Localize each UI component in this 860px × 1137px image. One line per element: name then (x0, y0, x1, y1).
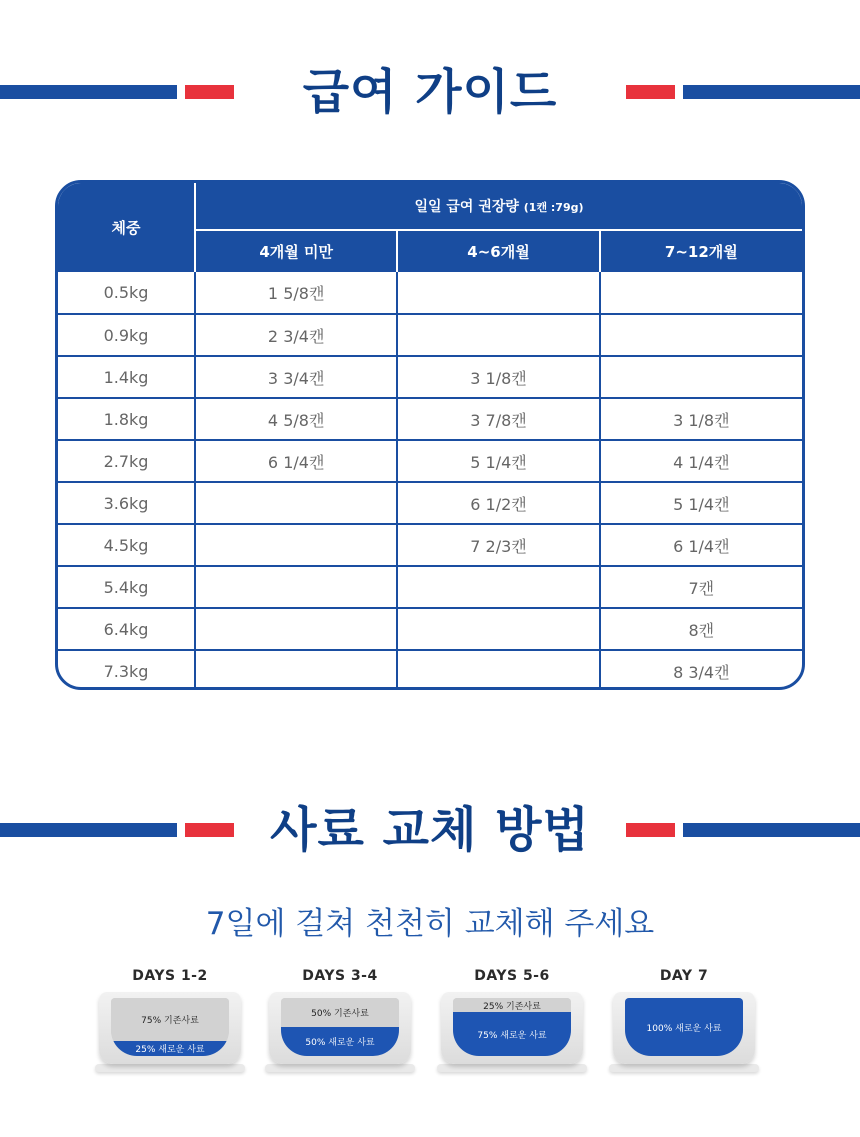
table-row (58, 650, 802, 690)
new-food-portion: 25% 새로운 사료 (111, 1041, 229, 1056)
weight-cell: 6.4kg (58, 608, 195, 650)
amount-cell (397, 650, 599, 690)
bowl-step (604, 966, 764, 1081)
decor-bar-red-right (626, 85, 675, 99)
table-row (58, 440, 802, 482)
amount-cell: 4 1/4캔 (600, 440, 802, 482)
amount-cell: 6 1/4캔 (600, 524, 802, 566)
weight-cell: 1.8kg (58, 398, 195, 440)
table-row (58, 608, 802, 650)
bowl-step (90, 966, 250, 1081)
amount-cell: 3 3/4캔 (195, 356, 397, 398)
food-bowl-icon (265, 992, 415, 1072)
decor-bar-red-left (185, 85, 234, 99)
table-row (58, 566, 802, 608)
old-food-portion: 50% 기존사료 (281, 998, 399, 1027)
table-row (58, 482, 802, 524)
amount-cell: 6 1/4캔 (195, 440, 397, 482)
section-title-food-transition: 사료 교체 방법 (270, 802, 590, 858)
table-row (58, 398, 802, 440)
weight-cell: 3.6kg (58, 482, 195, 524)
new-food-portion: 75% 새로운 사료 (453, 1012, 571, 1056)
daily-amount-header (195, 183, 802, 230)
amount-cell (195, 566, 397, 608)
decor-bar-blue-left (0, 823, 177, 837)
amount-cell: 1 5/8캔 (195, 272, 397, 314)
age-header-7-12m: 7~12개월 (600, 230, 802, 272)
amount-cell: 5 1/4캔 (600, 482, 802, 524)
food-transition-heading (0, 800, 860, 860)
weight-cell: 0.5kg (58, 272, 195, 314)
bowl-contents (625, 998, 743, 1056)
age-header-under-4m: 4개월 미만 (195, 230, 397, 272)
weight-cell: 0.9kg (58, 314, 195, 356)
amount-cell: 3 7/8캔 (397, 398, 599, 440)
weight-column-header: 체중 (58, 183, 195, 272)
decor-bar-red-left (185, 823, 234, 837)
amount-cell (600, 314, 802, 356)
can-weight-unit: (1캔 :79g) (523, 201, 584, 214)
bowl-base (609, 1064, 759, 1072)
amount-cell: 8캔 (600, 608, 802, 650)
amount-cell (195, 650, 397, 690)
amount-cell (397, 272, 599, 314)
weight-cell: 4.5kg (58, 524, 195, 566)
weight-cell: 2.7kg (58, 440, 195, 482)
amount-cell (195, 482, 397, 524)
amount-cell (600, 356, 802, 398)
bowl-day-label: DAY 7 (659, 968, 709, 984)
age-header-4-6m: 4~6개월 (397, 230, 599, 272)
feeding-guide-heading (0, 62, 860, 122)
table-row (58, 314, 802, 356)
amount-cell (397, 314, 599, 356)
new-food-portion: 50% 새로운 사료 (281, 1027, 399, 1056)
decor-bar-red-right (626, 823, 675, 837)
section-title-feeding-guide: 급여 가이드 (302, 64, 558, 120)
decor-bar-blue-right (683, 823, 860, 837)
amount-cell: 3 1/8캔 (397, 356, 599, 398)
bowl-step (432, 966, 592, 1081)
amount-cell: 6 1/2캔 (397, 482, 599, 524)
bowl-contents (453, 998, 571, 1056)
amount-cell: 5 1/4캔 (397, 440, 599, 482)
feeding-table (55, 180, 805, 690)
food-bowl-icon (437, 992, 587, 1072)
amount-cell: 7 2/3캔 (397, 524, 599, 566)
amount-cell: 2 3/4캔 (195, 314, 397, 356)
transition-subtitle: 7일에 걸쳐 천천히 교체해 주세요 (205, 906, 655, 942)
amount-cell (600, 272, 802, 314)
bowl-day-label: DAYS 5-6 (474, 968, 550, 984)
bowl-base (437, 1064, 587, 1072)
table-row (58, 356, 802, 398)
bowl-base (265, 1064, 415, 1072)
daily-amount-header-label: 일일 급여 권장량 (414, 199, 519, 215)
amount-cell (195, 608, 397, 650)
decor-bar-blue-right (683, 85, 860, 99)
amount-cell (397, 608, 599, 650)
old-food-portion: 75% 기존사료 (111, 998, 229, 1041)
amount-cell: 7캔 (600, 566, 802, 608)
amount-cell (195, 524, 397, 566)
amount-cell (397, 566, 599, 608)
bowl-day-label: DAYS 3-4 (302, 968, 378, 984)
bowl-day-label: DAYS 1-2 (132, 968, 208, 984)
decor-bar-blue-left (0, 85, 177, 99)
food-bowl-icon (95, 992, 245, 1072)
food-bowl-icon (609, 992, 759, 1072)
amount-cell: 3 1/8캔 (600, 398, 802, 440)
new-food-portion: 100% 새로운 사료 (625, 998, 743, 1056)
table-row (58, 272, 802, 314)
old-food-portion: 25% 기존사료 (453, 998, 571, 1012)
table-row (58, 524, 802, 566)
amount-cell: 4 5/8캔 (195, 398, 397, 440)
amount-cell: 8 3/4캔 (600, 650, 802, 690)
bowl-base (95, 1064, 245, 1072)
weight-cell: 7.3kg (58, 650, 195, 690)
weight-cell: 5.4kg (58, 566, 195, 608)
bowl-contents (281, 998, 399, 1056)
weight-cell: 1.4kg (58, 356, 195, 398)
bowl-step (260, 966, 420, 1081)
bowl-contents (111, 998, 229, 1056)
